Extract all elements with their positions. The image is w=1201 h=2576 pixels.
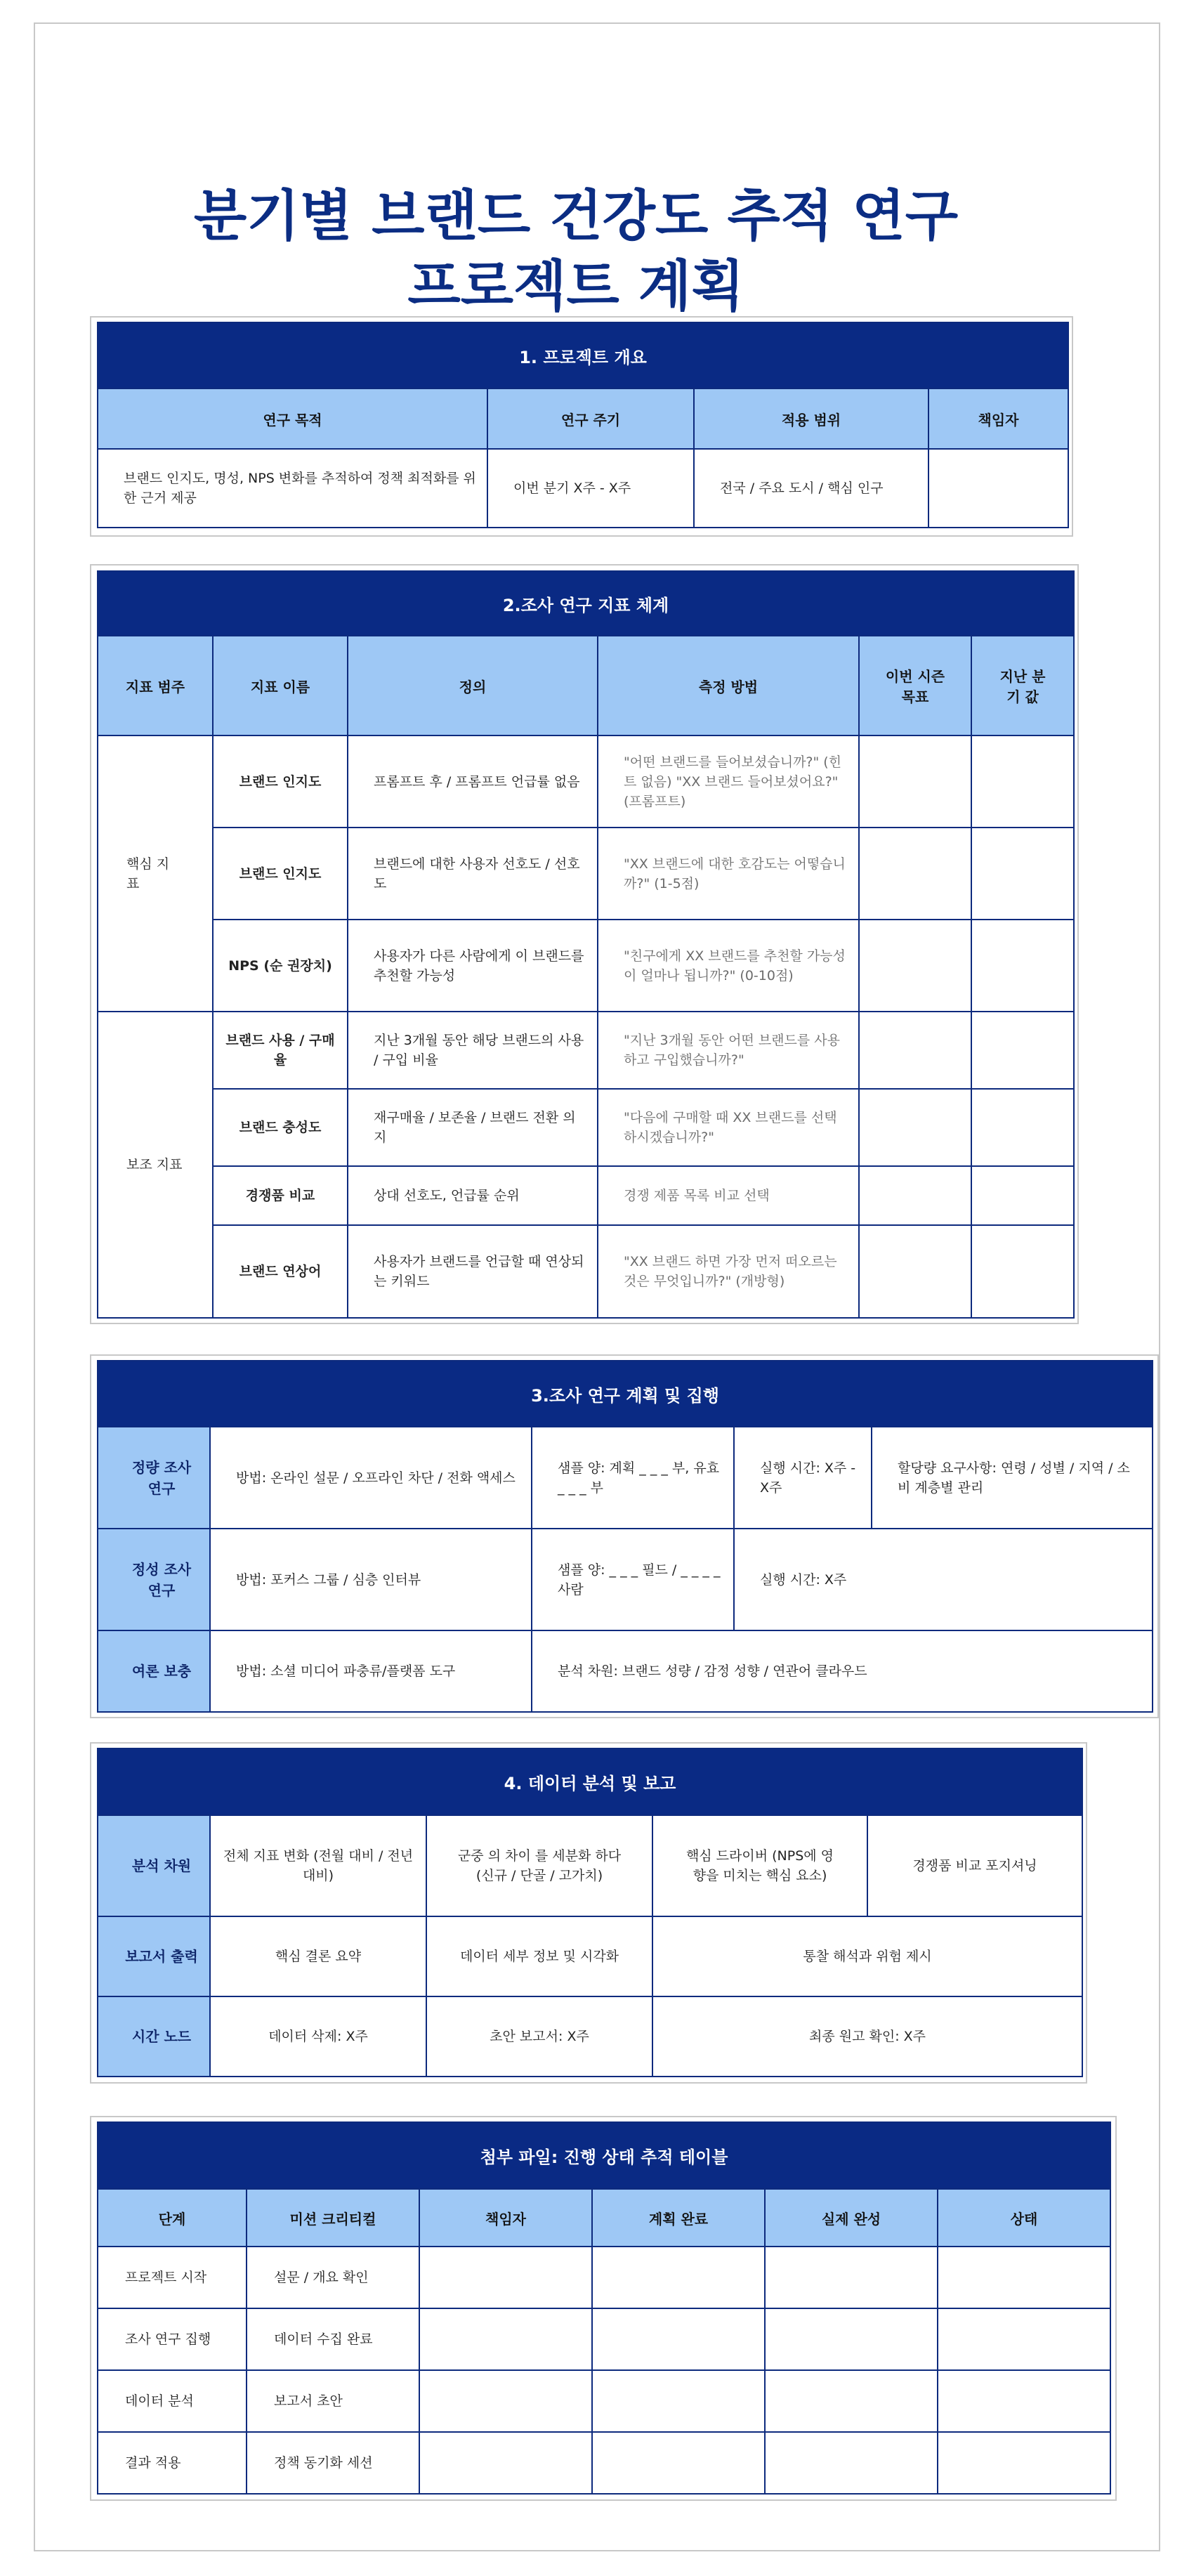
indicator-method: "다음에 구매할 때 XX 브랜드를 선택하시겠습니까?" bbox=[598, 1089, 859, 1166]
quant-quota: 할당량 요구사항: 연령 / 성별 / 지역 / 소비 계층별 관리 bbox=[872, 1427, 1153, 1529]
indicator-name: 브랜드 사용 / 구매율 bbox=[213, 1012, 348, 1089]
stage-cell: 조사 연구 집행 bbox=[98, 2308, 247, 2370]
indicator-definition: 프롬프트 후 / 프롬프트 언급률 없음 bbox=[348, 735, 598, 828]
section3-heading: 3.조사 연구 계획 및 집행 bbox=[98, 1361, 1153, 1427]
col-scope: 적용 범위 bbox=[694, 388, 928, 449]
overview-table bbox=[97, 322, 1069, 528]
target-cell bbox=[859, 828, 971, 920]
empty-cell bbox=[938, 2432, 1110, 2494]
quant-time: 실행 시간: X주 - X주 bbox=[734, 1427, 872, 1529]
section5-heading: 첨부 파일: 진행 상태 추적 테이블 bbox=[98, 2122, 1110, 2189]
indicator-method: "어떤 브랜드를 들어보셨습니까?" (힌트 없음) "XX 브랜드 들어보셨어요?"(프롬프트) bbox=[598, 735, 859, 828]
indicator-definition: 사용자가 브랜드를 언급할 때 연상되는 키워드 bbox=[348, 1225, 598, 1318]
output-cell: 데이터 세부 정보 및 시각화 bbox=[426, 1916, 652, 1996]
col-definition: 정의 bbox=[348, 636, 598, 735]
stage-cell: 결과 적용 bbox=[98, 2432, 247, 2494]
empty-cell bbox=[592, 2308, 765, 2370]
col-actual: 실제 완성 bbox=[765, 2189, 938, 2247]
indicator-name: NPS (순 권장치) bbox=[213, 920, 348, 1012]
indicator-definition: 재구매율 / 보존율 / 브랜드 전환 의지 bbox=[348, 1089, 598, 1166]
category-core: 핵심 지표 bbox=[98, 735, 213, 1012]
purpose-cell: 브랜드 인지도, 명성, NPS 변화를 추적하여 정책 최적화를 위한 근거 제공 bbox=[98, 449, 487, 528]
quant-method: 방법: 온라인 설문 / 오프라인 차단 / 전화 액세스 bbox=[210, 1427, 532, 1529]
quant-sample: 샘플 양: 계획 _ _ _ 부, 유효 _ _ _ 부 bbox=[532, 1427, 734, 1529]
mission-cell: 데이터 수집 완료 bbox=[247, 2308, 419, 2370]
qual-method: 방법: 포커스 그룹 / 심층 인터뷰 bbox=[210, 1529, 532, 1630]
last-value-cell bbox=[971, 1166, 1074, 1225]
col-stage: 단계 bbox=[98, 2189, 247, 2247]
indicator-definition: 상대 선호도, 언급률 순위 bbox=[348, 1166, 598, 1225]
dimension-cell: 경쟁품 비교 포지셔닝 bbox=[867, 1815, 1082, 1916]
empty-cell bbox=[765, 2308, 938, 2370]
output-cell: 핵심 결론 요약 bbox=[210, 1916, 426, 1996]
indicator-name: 브랜드 연상어 bbox=[213, 1225, 348, 1318]
col-purpose: 연구 목적 bbox=[98, 388, 487, 449]
last-value-cell bbox=[971, 828, 1074, 920]
table-row bbox=[98, 2432, 1110, 2494]
empty-cell bbox=[938, 2370, 1110, 2432]
opinion-dimension: 분석 차원: 브랜드 성량 / 감정 성향 / 연관어 클라우드 bbox=[532, 1630, 1153, 1712]
opinion-label: 여론 보충 bbox=[98, 1630, 210, 1712]
output-cell: 통찰 해석과 위험 제시 bbox=[652, 1916, 1082, 1996]
target-cell bbox=[859, 735, 971, 828]
col-owner: 책임자 bbox=[419, 2189, 592, 2247]
scope-cell: 전국 / 주요 도시 / 핵심 인구 bbox=[694, 449, 928, 528]
indicator-method: 경쟁 제품 목록 비교 선택 bbox=[598, 1166, 859, 1225]
indicator-name: 경쟁품 비교 bbox=[213, 1166, 348, 1225]
timeline-cell: 초안 보고서: X주 bbox=[426, 1996, 652, 2077]
dimension-cell: 핵심 드라이버 (NPS에 영향을 미치는 핵심 요소) bbox=[652, 1815, 867, 1916]
qual-label: 정성 조사 연구 bbox=[98, 1529, 210, 1630]
empty-cell bbox=[592, 2432, 765, 2494]
indicator-definition: 브랜드에 대한 사용자 선호도 / 선호도 bbox=[348, 828, 598, 920]
timeline-label: 시간 노드 bbox=[98, 1996, 210, 2077]
target-cell bbox=[859, 1225, 971, 1318]
last-value-cell bbox=[971, 1012, 1074, 1089]
analysis-table bbox=[97, 1748, 1083, 2077]
execution-table bbox=[97, 1360, 1153, 1713]
col-owner: 책임자 bbox=[928, 388, 1068, 449]
col-category: 지표 범주 bbox=[98, 636, 213, 735]
dimension-cell: 군중 의 차이 를 세분화 하다 (신규 / 단골 / 고가치) bbox=[426, 1815, 652, 1916]
indicator-method: "XX 브랜드에 대한 호감도는 어떻습니까?" (1-5점) bbox=[598, 828, 859, 920]
timeline-cell: 데이터 삭제: X주 bbox=[210, 1996, 426, 2077]
indicator-name: 브랜드 인지도 bbox=[213, 828, 348, 920]
progress-table bbox=[97, 2121, 1111, 2495]
mission-cell: 설문 / 개요 확인 bbox=[247, 2247, 419, 2308]
indicator-definition: 지난 3개월 동안 해당 브랜드의 사용 / 구입 비율 bbox=[348, 1012, 598, 1089]
page-title-line2: 프로젝트 계획 bbox=[407, 255, 744, 318]
dimension-label: 분석 차원 bbox=[98, 1815, 210, 1916]
table-row bbox=[98, 2308, 1110, 2370]
empty-cell bbox=[938, 2247, 1110, 2308]
indicator-definition: 사용자가 다른 사람에게 이 브랜드를 추천할 가능성 bbox=[348, 920, 598, 1012]
output-label: 보고서 출력 bbox=[98, 1916, 210, 1996]
qual-time: 실행 시간: X주 bbox=[734, 1529, 1153, 1630]
last-value-cell bbox=[971, 920, 1074, 1012]
section1-heading: 1. 프로젝트 개요 bbox=[98, 322, 1068, 388]
empty-cell bbox=[765, 2247, 938, 2308]
col-cycle: 연구 주기 bbox=[487, 388, 694, 449]
target-cell bbox=[859, 920, 971, 1012]
category-aux: 보조 지표 bbox=[98, 1012, 213, 1318]
col-planned: 계획 완료 bbox=[592, 2189, 765, 2247]
stage-cell: 프로젝트 시작 bbox=[98, 2247, 247, 2308]
section2-heading: 2.조사 연구 지표 체계 bbox=[98, 571, 1074, 636]
last-value-cell bbox=[971, 1225, 1074, 1318]
target-cell bbox=[859, 1089, 971, 1166]
section4-heading: 4. 데이터 분석 및 보고 bbox=[98, 1748, 1082, 1815]
qual-sample: 샘플 양: _ _ _ 필드 / _ _ _ _ 사람 bbox=[532, 1529, 734, 1630]
col-last-value: 지난 분기 값 bbox=[971, 636, 1074, 735]
table-row bbox=[98, 2370, 1110, 2432]
indicator-table bbox=[97, 570, 1075, 1319]
indicator-name: 브랜드 인지도 bbox=[213, 735, 348, 828]
stage-cell: 데이터 분석 bbox=[98, 2370, 247, 2432]
page-title-line1: 분기별 브랜드 건강도 추적 연구 bbox=[193, 185, 959, 248]
indicator-name: 브랜드 충성도 bbox=[213, 1089, 348, 1166]
target-cell bbox=[859, 1166, 971, 1225]
empty-cell bbox=[419, 2247, 592, 2308]
empty-cell bbox=[419, 2308, 592, 2370]
col-target: 이번 시즌 목표 bbox=[859, 636, 971, 735]
empty-cell bbox=[419, 2370, 592, 2432]
empty-cell bbox=[592, 2247, 765, 2308]
empty-cell bbox=[419, 2432, 592, 2494]
empty-cell bbox=[765, 2432, 938, 2494]
opinion-method: 방법: 소셜 미디어 파충류/플랫폼 도구 bbox=[210, 1630, 532, 1712]
col-name: 지표 이름 bbox=[213, 636, 348, 735]
table-row bbox=[98, 2247, 1110, 2308]
mission-cell: 보고서 초안 bbox=[247, 2370, 419, 2432]
target-cell bbox=[859, 1012, 971, 1089]
owner-cell bbox=[928, 449, 1068, 528]
indicator-method: "XX 브랜드 하면 가장 먼저 떠오르는 것은 무엇입니까?" (개방형) bbox=[598, 1225, 859, 1318]
last-value-cell bbox=[971, 1089, 1074, 1166]
mission-cell: 정책 동기화 세션 bbox=[247, 2432, 419, 2494]
empty-cell bbox=[592, 2370, 765, 2432]
col-mission: 미션 크리티컬 bbox=[247, 2189, 419, 2247]
timeline-cell: 최종 원고 확인: X주 bbox=[652, 1996, 1082, 2077]
col-method: 측정 방법 bbox=[598, 636, 859, 735]
cycle-cell: 이번 분기 X주 - X주 bbox=[487, 449, 694, 528]
indicator-method: "친구에게 XX 브랜드를 추천할 가능성이 얼마나 됩니까?" (0-10점) bbox=[598, 920, 859, 1012]
empty-cell bbox=[765, 2370, 938, 2432]
empty-cell bbox=[938, 2308, 1110, 2370]
indicator-method: "지난 3개월 동안 어떤 브랜드를 사용하고 구입했습니까?" bbox=[598, 1012, 859, 1089]
quant-label: 정량 조사 연구 bbox=[98, 1427, 210, 1529]
last-value-cell bbox=[971, 735, 1074, 828]
col-status: 상태 bbox=[938, 2189, 1110, 2247]
dimension-cell: 전체 지표 변화 (전월 대비 / 전년 대비) bbox=[210, 1815, 426, 1916]
